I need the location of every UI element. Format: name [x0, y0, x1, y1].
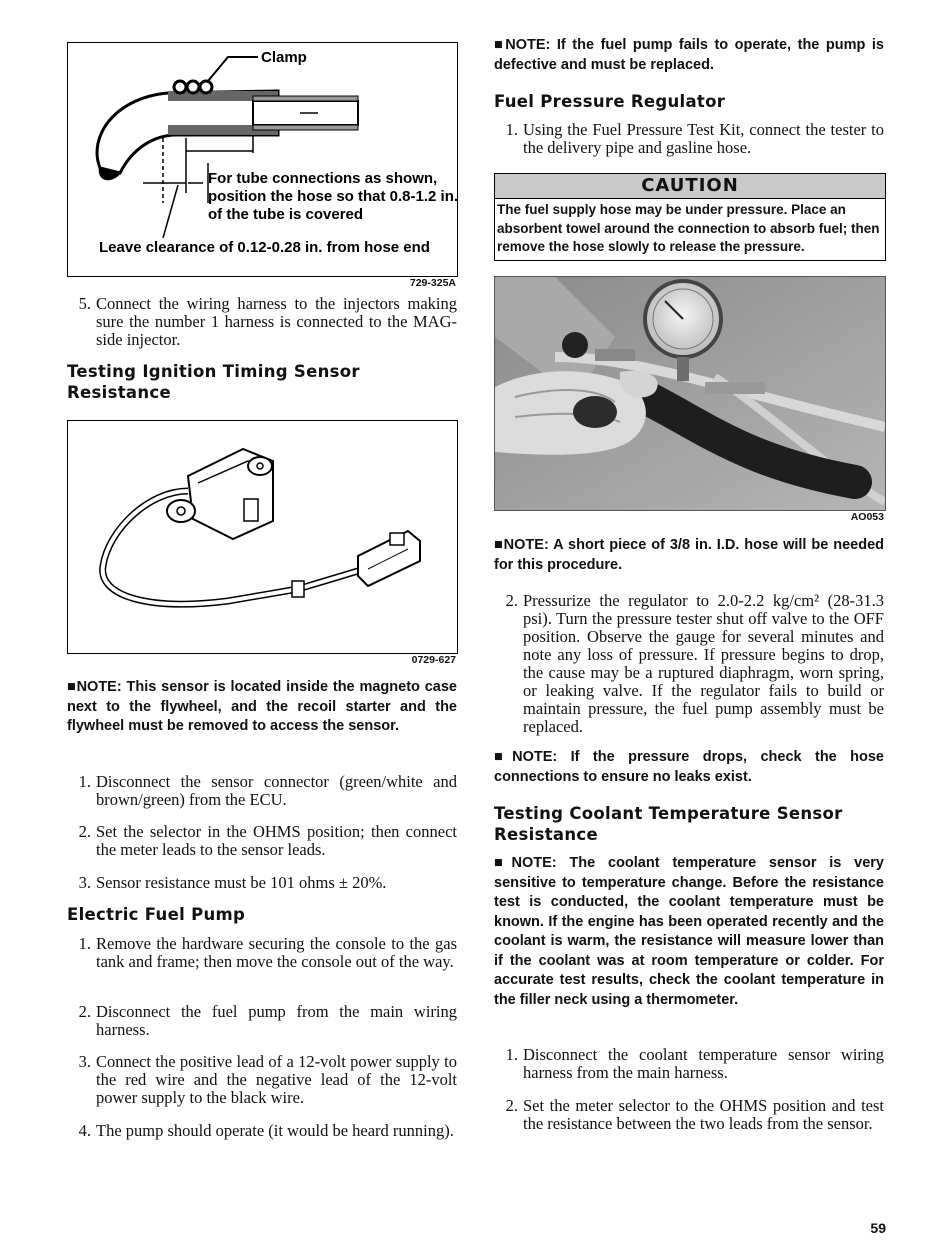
step-text: Using the Fuel Pressure Test Kit, connect the tester to the delivery pipe and gasline hose.	[523, 120, 884, 157]
clearance-callout: Leave clearance of 0.12-0.28 in. from hose end	[99, 239, 430, 256]
list-item	[67, 1003, 457, 1041]
list-item	[67, 1122, 457, 1160]
photo-label: AO053	[850, 511, 884, 523]
step-text: Connect the wiring harness to the injectors making sure the number 1 harness is connected to the MAG-side injector.	[96, 294, 457, 349]
step-number: 1.	[78, 934, 91, 953]
pressure-tester-photo-drawing	[495, 277, 885, 510]
step-number: 1.	[78, 772, 91, 791]
step-number: 2.	[78, 822, 91, 841]
step-number: 1.	[505, 120, 518, 139]
tube-callout-line-2: position the hose so that 0.8-1.2 in.	[208, 188, 457, 205]
list-item	[494, 592, 884, 738]
step-number: 3.	[78, 1052, 91, 1071]
list-item	[494, 1097, 884, 1153]
step-text: Pressurize the regulator to 2.0-2.2 kg/cm² (28-31.3 psi). Turn the pressure tester shut off valve to the OFF position. Observe the gauge for several minutes and note any loss of pressure. If pressure begins to drop, the cause may be a ruptured diaphragm, worn spring, or leaking valve. If the regulator fails to build or maintain pressure, the fuel pump assembly must be replaced.	[523, 591, 884, 736]
step-text: Disconnect the coolant temperature sensor wiring harness from the main harness.	[523, 1045, 884, 1082]
caution-box	[494, 173, 886, 261]
note-pump-fail: ■NOTE: If the fuel pump fails to operate, the pump is defective and must be replaced.	[494, 37, 884, 73]
step-text: Disconnect the fuel pump from the main wiring harness.	[96, 1002, 457, 1039]
figure-1-label: 729-325A	[409, 277, 456, 289]
step-number: 2.	[505, 1096, 518, 1115]
heading-fuel-pressure-regulator: Fuel Pressure Regulator	[494, 92, 726, 111]
step-text: Disconnect the sensor connector (green/white and brown/green) from the ECU.	[96, 772, 457, 809]
figure-2-label: 0729-627	[411, 654, 456, 666]
step-text: Remove the hardware securing the console to the gas tank and frame; then move the console out of the way.	[96, 934, 457, 971]
note-sensor-location: ■NOTE: This sensor is located inside the magneto case next to the flywheel, and the recoil starter and the flywheel must be removed to access the sensor.	[67, 679, 457, 734]
clamp-callout: Clamp	[261, 49, 307, 66]
step-number: 2.	[78, 1002, 91, 1021]
step-number: 5.	[78, 294, 91, 313]
note-hose-needed: ■NOTE: A short piece of 3/8 in. I.D. hose will be needed for this procedure.	[494, 537, 884, 573]
page-number: 59	[870, 1220, 886, 1236]
note-coolant-sensitivity: ■NOTE: The coolant temperature sensor is very sensitive to temperature change. Before the resistance test is conducted, the coolant temperature must be known. If the engine has been operated recently and the coolant is warm, the resistance will measure lower than if the coolant was at room temperature or colder. For accurate test results, check the coolant temperature in the filler neck using a thermometer.	[494, 855, 884, 1008]
step-number: 3.	[78, 873, 91, 892]
step-text: Set the meter selector to the OHMS position and test the resistance between the two leads from the sensor.	[523, 1096, 884, 1133]
step-text: Connect the positive lead of a 12-volt power supply to the red wire and the negative lead of the 12-volt power supply to the black wire.	[96, 1052, 457, 1107]
heading-coolant-temp-sensor: Testing Coolant Temperature Sensor Resistance	[494, 804, 843, 844]
tube-callout-line-1: For tube connections as shown,	[208, 170, 438, 187]
step-number: 2.	[505, 591, 518, 610]
list-item	[494, 1046, 884, 1084]
heading-ignition-timing: Testing Ignition Timing Sensor Resistance	[67, 362, 360, 402]
caution-title: CAUTION	[495, 174, 885, 199]
heading-electric-fuel-pump: Electric Fuel Pump	[67, 905, 246, 924]
step-text: Sensor resistance must be 101 ohms ± 20%.	[96, 873, 387, 892]
list-item	[67, 773, 457, 811]
pressure-tester-photo	[494, 276, 886, 511]
list-item	[67, 1053, 457, 1109]
list-item	[67, 874, 457, 894]
list-item	[67, 295, 457, 349]
step-number: 1.	[505, 1045, 518, 1064]
step-text: Set the selector in the OHMS position; then connect the meter leads to the sensor leads.	[96, 822, 457, 859]
list-item	[67, 935, 457, 991]
note-pressure-drop: ■NOTE: If the pressure drops, check the hose connections to ensure no leaks exist.	[494, 749, 884, 785]
ignition-sensor-figure	[67, 420, 458, 654]
caution-body: The fuel supply hose may be under pressure. Place an absorbent towel around the connection to absorb fuel; then remove the hose slowly to release the pressure.	[497, 202, 880, 254]
tube-callout-line-3: of the tube is covered	[208, 206, 364, 223]
list-item	[67, 823, 457, 861]
hose-clamp-figure	[67, 42, 458, 277]
step-text: The pump should operate (it would be heard running).	[96, 1121, 454, 1140]
step-number: 4.	[78, 1121, 91, 1140]
ignition-sensor-drawing	[68, 421, 457, 653]
list-item	[494, 121, 884, 159]
hose-clamp-diagram	[68, 43, 457, 276]
